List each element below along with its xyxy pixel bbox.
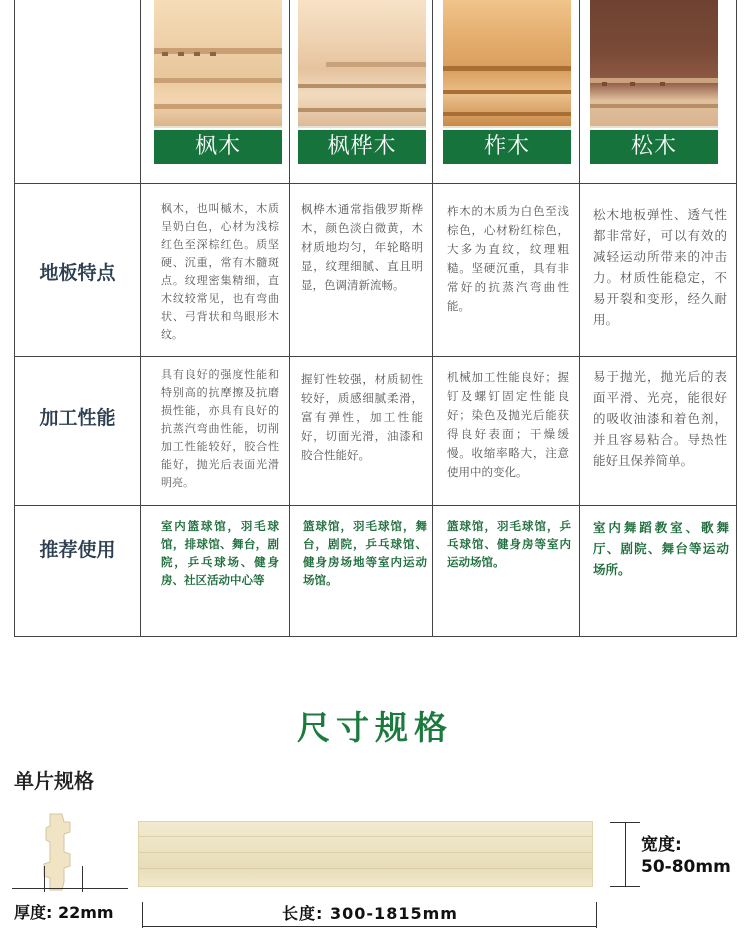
wood-tag-maple: 枫木: [154, 130, 282, 164]
usage-cell-maple: 室内篮球馆，羽毛球馆，排球馆、舞台，剧院，乒乓球场、健身房、社区活动中心等: [161, 519, 279, 587]
wood-grain: [139, 836, 592, 837]
features-cell-maple: 枫木，也叫槭木，木质呈奶白色，心材为浅棕红色至深棕红色。质坚硬、沉重，常有木髓斑点。纹理密集精细，直木纹较常见，也有弯曲状、弓背状和鸟眼形木纹。: [161, 202, 279, 341]
wood-grain: [139, 868, 592, 869]
board-stack-icon: [443, 0, 571, 128]
wood-grain: [139, 852, 592, 853]
grid-line: [432, 0, 433, 636]
wood-photo-birch: [298, 0, 426, 128]
board-profile-icon: [40, 812, 80, 892]
wood-tag-birch: 枫桦木: [298, 130, 426, 164]
grid-line: [579, 0, 580, 636]
processing-cell-pine: 易于抛光，抛光后的表面平滑、光亮，能很好的吸收油漆和着色剂，并且容易粘合。导热性能好且保养简单。: [593, 369, 727, 468]
size-spec-title: 尺寸规格: [297, 708, 453, 747]
length-line: [142, 926, 597, 927]
board-stack-icon: [154, 0, 282, 128]
width-value: 50-80mm: [641, 857, 731, 877]
wood-photo-oak: [443, 0, 571, 128]
width-tick-bottom: [610, 886, 640, 887]
processing-cell-birch: 握钉性较强，材质韧性较好，质感细腻柔滑，富有弹性，加工性能好，切面光滑，油漆和胶合性能好。: [301, 372, 423, 462]
row-title-processing: 加工性能: [39, 407, 116, 429]
grid-line: [289, 0, 290, 636]
width-label: 宽度:: [641, 835, 682, 855]
board-illustration: [138, 821, 593, 887]
grid-line: [15, 356, 736, 357]
features-cell-pine: 松木地板弹性、透气性都非常好，可以有效的减轻运动所带来的冲击力。材质性能稳定，不易开裂和变形，经久耐用。: [593, 207, 727, 327]
usage-cell-birch: 篮球馆，羽毛球馆，舞台，剧院，乒乓球馆、健身房场地等室内运动场馆。: [303, 519, 427, 587]
thickness-tick-right: [82, 866, 83, 892]
board-stack-icon: [590, 0, 718, 128]
grid-line: [15, 183, 736, 184]
single-piece-title: 单片规格: [14, 769, 94, 793]
wood-comparison-table: [14, 0, 737, 637]
board-stack-icon: [298, 0, 426, 128]
processing-cell-maple: 具有良好的强度性能和特别高的抗摩擦及抗磨损性能，亦具有良好的抗蒸汽弯曲性能，切削加工性能较好，胶合性能好，抛光后表面光滑明亮。: [161, 368, 279, 489]
wood-photo-pine: [590, 0, 718, 128]
grid-line: [15, 505, 736, 506]
thickness-tick-left: [44, 866, 45, 892]
width-line: [625, 822, 626, 886]
wood-tag-oak: 柞木: [443, 130, 571, 164]
thickness-line: [12, 888, 128, 889]
features-cell-birch: 枫桦木通常指俄罗斯桦木，颜色淡白微黄，木材质地均匀，年轮略明显，纹理细腻、直且明显，色调清新流畅。: [301, 202, 423, 292]
wood-photo-maple: [154, 0, 282, 128]
usage-cell-pine: 室内舞蹈教室、歌舞厅、剧院、舞台等运动场所。: [593, 520, 729, 577]
length-label: 长度: 300-1815mm: [282, 904, 458, 923]
wood-tag-pine: 松木: [590, 130, 718, 164]
row-title-usage: 推荐使用: [39, 539, 116, 561]
thickness-label: 厚度: 22mm: [14, 903, 114, 922]
row-title-features: 地板特点: [39, 262, 116, 284]
usage-cell-oak: 篮球馆，羽毛球馆，乒乓球馆、健身房等室内运动场馆。: [447, 519, 571, 569]
features-cell-oak: 柞木的木质为白色至浅棕色，心材粉红棕色，大多为直纹，纹理粗糙。坚硬沉重，具有非常好的抗蒸汽弯曲性能。: [447, 204, 569, 313]
processing-cell-oak: 机械加工性能良好；握钉及螺钉固定性能良好；染色及抛光后能获得良好表面；干燥缓慢。收缩率略大，注意使用中的变化。: [447, 370, 569, 479]
grid-line: [140, 0, 141, 636]
